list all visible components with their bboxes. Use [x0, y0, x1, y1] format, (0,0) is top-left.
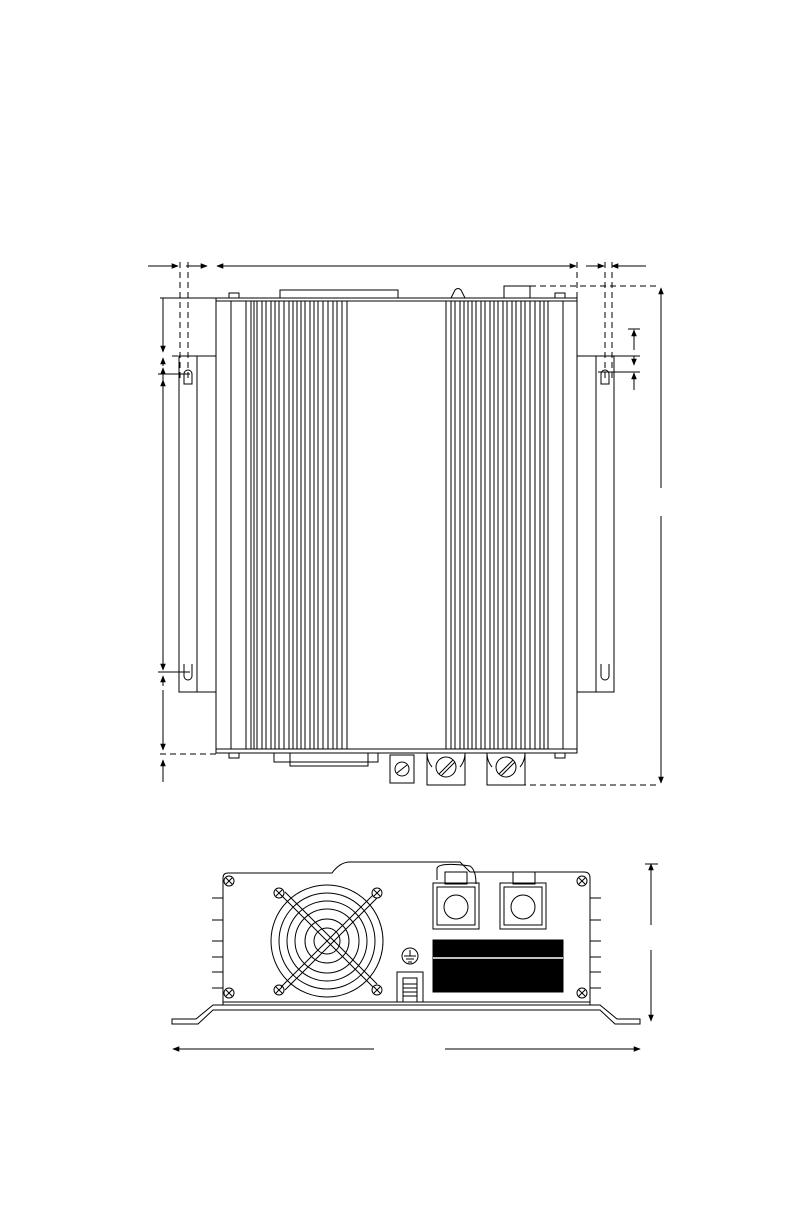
front-view: [172, 862, 658, 1049]
top-view: [148, 262, 661, 785]
ground-symbol: [402, 948, 418, 964]
top-corner-tab-left: [229, 293, 239, 298]
top-corner-tab-right: [555, 293, 565, 298]
top-terminal-cap: [504, 286, 530, 298]
bottom-corner-tab-left: [229, 753, 239, 758]
dc-terminal-icon: [511, 895, 535, 919]
cable-loop: [437, 864, 476, 884]
dc-terminal-negative: [427, 753, 465, 785]
label-panel: [433, 940, 563, 992]
front-dc-terminal-left: [433, 872, 479, 929]
top-switch-knob: [451, 289, 465, 299]
housing-outline: [216, 298, 577, 753]
right-mount-slot-bottom: [601, 664, 609, 680]
front-ground-stud: [397, 972, 423, 1002]
bottom-corner-tab-right: [555, 753, 565, 758]
ground-stud: [390, 755, 414, 783]
right-height-dimension: [598, 288, 661, 783]
extension-lines: [160, 262, 660, 785]
heat-sink-fins-right: [451, 301, 544, 749]
top-connector-cover: [280, 290, 398, 298]
cooling-fan: [271, 885, 383, 997]
front-height-dimension: [645, 864, 658, 1021]
dc-terminal-icon: [444, 895, 468, 919]
dc-terminal-positive: [487, 753, 525, 785]
front-dc-terminal-right: [500, 872, 546, 929]
base-mounting-plate: [172, 1005, 640, 1024]
heat-sink-fins-left: [251, 301, 342, 749]
left-height-dimension: [158, 298, 216, 782]
